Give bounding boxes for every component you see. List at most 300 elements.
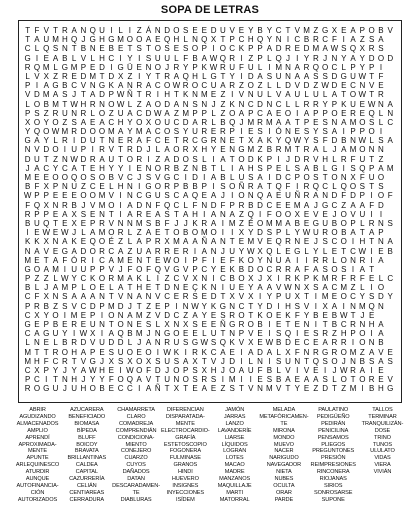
grid-letter: J <box>323 53 328 63</box>
grid-letter: I <box>268 329 271 339</box>
grid-letter: X <box>34 365 40 375</box>
grid-letter: C <box>350 292 356 302</box>
grid-letter: S <box>322 264 328 274</box>
grid-letter: R <box>331 338 338 348</box>
grid-letter: I <box>156 90 159 100</box>
grid-letter: C <box>238 35 245 45</box>
grid-letter: V <box>368 81 375 91</box>
grid-letter: W <box>246 246 255 256</box>
grid-letter: E <box>220 264 226 274</box>
grid-row <box>23 237 395 246</box>
grid-letter: Y <box>52 163 59 173</box>
grid-letter: S <box>80 209 87 219</box>
grid-letter: U <box>80 264 87 274</box>
grid-letter: Y <box>294 228 300 238</box>
grid-letter: A <box>331 301 338 311</box>
grid-letter: N <box>89 44 96 54</box>
grid-letter: R <box>61 200 68 210</box>
grid-letter: W <box>358 71 367 81</box>
grid-letter: A <box>378 320 384 329</box>
grid-letter: U <box>34 218 40 228</box>
grid-letter: A <box>368 347 375 357</box>
grid-letter: R <box>71 127 78 137</box>
grid-letter: L <box>127 237 133 247</box>
grid-letter: R <box>219 62 226 72</box>
grid-letter: C <box>24 329 31 339</box>
grid-letter: A <box>266 44 273 54</box>
grid-letter: H <box>173 35 180 45</box>
grid-letter: J <box>44 283 49 293</box>
grid-letter: Y <box>359 62 365 72</box>
grid-letter: F <box>146 365 151 375</box>
grid-letter: N <box>285 62 291 72</box>
grid-row <box>23 182 395 191</box>
grid-letter: A <box>257 182 263 192</box>
grid-letter: F <box>201 255 207 265</box>
grid-letter: R <box>164 182 170 192</box>
grid-letter: I <box>296 108 299 118</box>
grid-letter: G <box>229 320 236 329</box>
grid-letter: N <box>154 338 161 348</box>
grid-letter: T <box>118 154 124 164</box>
grid-letter: L <box>332 255 337 265</box>
grid-letter: I <box>212 44 215 54</box>
grid-letter: P <box>52 182 59 192</box>
grid-letter: E <box>275 191 282 201</box>
grid-letter: X <box>71 209 77 219</box>
grid-letter: H <box>99 163 105 173</box>
word-item: VIERA <box>374 462 391 469</box>
grid-letter: C <box>350 246 356 256</box>
grid-letter: S <box>266 375 273 385</box>
grid-letter: O <box>117 320 124 329</box>
grid-letter: I <box>240 127 243 137</box>
grid-letter: O <box>210 228 217 238</box>
grid-letter: Ñ <box>201 237 208 247</box>
grid-letter: K <box>238 255 245 265</box>
word-item: CELIÁN <box>76 482 97 489</box>
grid-letter: V <box>155 310 161 320</box>
grid-letter: K <box>313 274 319 284</box>
grid-letter: O <box>154 62 161 72</box>
grid-letter: Y <box>313 127 319 137</box>
grid-letter: B <box>71 200 77 210</box>
grid-letter: A <box>108 255 114 265</box>
grid-letter: C <box>173 117 180 127</box>
grid-letter: H <box>378 384 384 394</box>
grid-letter: P <box>248 108 254 118</box>
grid-letter: R <box>210 136 217 146</box>
grid-letter: V <box>34 71 40 81</box>
grid-letter: E <box>210 320 217 329</box>
grid-letter: G <box>43 384 50 394</box>
grid-letter: H <box>322 154 329 164</box>
grid-letter: B <box>331 218 338 228</box>
grid-letter: A <box>127 200 133 210</box>
grid-letter: C <box>387 117 394 127</box>
grid-letter: A <box>145 81 152 91</box>
grid-letter: R <box>275 145 282 155</box>
grid-letter: C <box>247 99 254 109</box>
grid-letter: R <box>201 375 208 385</box>
grid-letter: E <box>220 255 226 265</box>
grid-letter: A <box>387 99 393 109</box>
grid-letter: U <box>359 154 366 164</box>
grid-letter: R <box>201 127 208 137</box>
grid-letter: V <box>90 200 96 210</box>
grid-letter: A <box>303 200 310 210</box>
grid-letter: Q <box>284 136 292 146</box>
grid-letter: X <box>266 274 273 284</box>
grid-letter: B <box>378 338 384 348</box>
grid-letter: S <box>117 356 124 366</box>
word-item: CHAMARRETA <box>117 407 155 413</box>
grid-row <box>23 201 395 210</box>
grid-letter: N <box>350 255 356 265</box>
grid-letter: D <box>378 200 384 210</box>
grid-letter: P <box>34 209 40 219</box>
grid-letter: E <box>210 127 217 137</box>
grid-letter: F <box>34 182 40 192</box>
grid-letter: Y <box>90 375 96 385</box>
grid-letter: A <box>183 237 189 247</box>
grid-row <box>23 63 395 72</box>
grid-letter: V <box>238 338 245 348</box>
grid-row <box>23 357 395 366</box>
grid-letter: J <box>81 200 86 210</box>
grid-letter: U <box>229 283 236 293</box>
grid-letter: P <box>275 292 282 302</box>
grid-letter: O <box>154 182 161 192</box>
word-item: ISÍDEM <box>176 496 195 503</box>
grid-letter: M <box>24 255 31 265</box>
word-item: CALDEA <box>75 462 98 469</box>
grid-letter: Z <box>146 301 151 311</box>
grid-letter: J <box>285 154 290 164</box>
grid-letter: H <box>192 71 198 81</box>
grid-letter: P <box>90 347 96 357</box>
grid-letter: N <box>145 200 152 210</box>
grid-letter: V <box>387 26 393 35</box>
grid-letter: N <box>378 301 384 311</box>
grid-letter: G <box>294 246 301 256</box>
grid-letter: C <box>127 384 133 394</box>
grid-letter: D <box>331 191 338 201</box>
grid-letter: S <box>62 90 68 100</box>
grid-letter: E <box>183 283 189 293</box>
grid-letter: M <box>117 35 124 45</box>
grid-letter: X <box>173 384 180 394</box>
grid-letter: D <box>285 81 291 91</box>
grid-letter: C <box>99 255 105 265</box>
grid-letter: N <box>266 255 273 265</box>
grid-letter: P <box>173 182 180 192</box>
grid-letter: R <box>173 62 180 72</box>
grid-letter: Z <box>220 90 226 100</box>
grid-letter: E <box>201 191 207 201</box>
grid-letter: Z <box>359 347 365 357</box>
grid-letter: V <box>294 26 300 35</box>
grid-letter: Z <box>127 71 133 81</box>
grid-row <box>23 44 395 53</box>
grid-letter: T <box>155 71 161 81</box>
grid-letter: X <box>43 237 49 247</box>
grid-letter: I <box>193 246 197 256</box>
grid-letter: M <box>135 329 143 339</box>
grid-letter: B <box>108 173 114 182</box>
grid-letter: T <box>239 384 244 394</box>
grid-letter: E <box>90 62 96 72</box>
grid-letter: T <box>108 320 114 329</box>
grid-row <box>23 210 395 219</box>
grid-letter: O <box>284 209 292 219</box>
grid-letter: O <box>173 365 180 375</box>
grid-letter: M <box>266 384 273 394</box>
grid-letter: P <box>350 62 356 72</box>
grid-letter: P <box>201 44 207 54</box>
grid-letter: M <box>52 35 59 45</box>
grid-letter: X <box>210 35 217 45</box>
grid-letter: A <box>145 384 152 394</box>
grid-letter: Z <box>155 154 161 164</box>
word-item: AGUDIZANDO <box>19 413 56 420</box>
grid-letter: C <box>154 136 161 146</box>
grid-letter: S <box>387 218 393 228</box>
grid-letter: F <box>341 191 347 201</box>
grid-letter: C <box>201 81 208 91</box>
grid-letter: A <box>322 338 328 348</box>
grid-letter: O <box>238 274 245 284</box>
grid-row <box>23 191 395 200</box>
word-item <box>382 483 383 490</box>
grid-letter: H <box>99 53 105 63</box>
grid-letter: A <box>127 310 133 320</box>
grid-letter: F <box>332 35 337 45</box>
grid-letter: R <box>145 90 152 100</box>
grid-letter: A <box>285 90 291 100</box>
grid-letter: W <box>70 154 78 164</box>
grid-letter: D <box>387 53 394 63</box>
grid-letter: I <box>296 329 299 339</box>
grid-letter: P <box>201 108 207 118</box>
grid-letter: L <box>276 365 281 375</box>
grid-letter: U <box>117 108 124 118</box>
grid-letter: R <box>136 154 143 164</box>
grid-letter: A <box>117 246 124 256</box>
grid-letter: O <box>33 384 41 394</box>
grid-letter: S <box>313 283 319 293</box>
grid-letter: G <box>387 384 394 394</box>
grid-letter: O <box>98 173 106 182</box>
grid-letter: C <box>210 347 217 357</box>
grid-letter: I <box>184 347 187 357</box>
grid-letter: A <box>71 292 77 302</box>
word-item: MELADA <box>272 407 296 413</box>
grid-letter: I <box>370 255 373 265</box>
grid-letter: A <box>201 246 207 256</box>
grid-letter: A <box>43 81 49 91</box>
grid-letter: O <box>145 347 152 357</box>
word-item: GRANOS <box>173 462 198 469</box>
grid-letter: G <box>24 136 31 146</box>
grid-letter: S <box>303 127 310 137</box>
word-item: PENICILINA <box>318 427 349 434</box>
grid-letter: S <box>62 292 68 302</box>
grid-letter: O <box>33 99 41 109</box>
grid-letter: O <box>136 264 143 274</box>
grid-letter: R <box>312 99 319 109</box>
grid-letter: R <box>201 218 208 228</box>
grid-letter: H <box>34 356 40 366</box>
grid-letter: B <box>80 44 87 54</box>
grid-letter: M <box>359 301 366 311</box>
grid-letter: X <box>43 200 49 210</box>
letter-grid <box>23 26 395 394</box>
grid-letter: R <box>303 145 310 155</box>
grid-letter: M <box>52 99 59 109</box>
grid-letter: D <box>145 108 152 118</box>
grid-letter: A <box>136 136 142 146</box>
grid-letter: R <box>350 108 356 118</box>
grid-letter: Z <box>220 384 226 394</box>
grid-letter: A <box>90 90 96 100</box>
grid-letter: S <box>313 71 319 81</box>
grid-letter: W <box>172 81 181 91</box>
grid-letter: A <box>117 127 124 137</box>
grid-letter: E <box>294 127 300 137</box>
grid-letter: P <box>368 62 375 72</box>
grid-letter: V <box>183 274 189 284</box>
grid-letter: I <box>119 209 122 219</box>
grid-letter: E <box>155 301 161 311</box>
grid-letter: E <box>331 292 338 302</box>
grid-letter: Z <box>257 81 263 91</box>
grid-letter: I <box>314 301 317 311</box>
grid-letter: W <box>358 136 367 146</box>
grid-letter: Ñ <box>127 90 133 100</box>
word-item: PRESIÓN <box>320 455 346 462</box>
grid-letter: I <box>342 127 345 137</box>
grid-letter: T <box>369 182 375 192</box>
grid-letter: K <box>266 136 273 146</box>
grid-letter: G <box>340 71 347 81</box>
grid-letter: A <box>266 283 273 293</box>
word-column <box>161 407 210 511</box>
grid-letter: I <box>231 90 234 100</box>
grid-letter: R <box>89 99 96 109</box>
grid-letter: A <box>359 365 365 375</box>
grid-letter: S <box>71 117 77 127</box>
grid-letter: S <box>313 329 319 339</box>
grid-letter: T <box>350 375 356 385</box>
grid-letter: B <box>43 301 49 311</box>
puzzle-title: SOPA DE LETRAS <box>160 4 260 16</box>
grid-letter: R <box>182 136 189 146</box>
grid-letter: A <box>145 246 152 256</box>
grid-letter: F <box>239 62 244 72</box>
grid-letter: P <box>108 90 114 100</box>
grid-letter: E <box>248 127 254 137</box>
word-item: DAÑADOS <box>122 469 150 476</box>
grid-letter: A <box>192 117 198 127</box>
grid-letter: Y <box>62 329 68 339</box>
grid-letter: E <box>71 191 77 201</box>
grid-letter: R <box>275 264 282 274</box>
grid-letter: M <box>135 218 143 228</box>
grid-letter: T <box>62 99 68 109</box>
grid-letter: I <box>370 283 373 293</box>
grid-letter: D <box>210 292 217 302</box>
grid-letter: E <box>285 246 291 256</box>
grid-letter: L <box>378 108 384 118</box>
grid-letter: S <box>322 356 328 366</box>
grid-letter: F <box>183 53 189 63</box>
grid-letter: R <box>182 81 189 91</box>
grid-letter: F <box>350 154 356 164</box>
word-item: BENEFICIADO <box>68 413 106 420</box>
grid-letter: Y <box>127 53 133 63</box>
grid-letter: I <box>100 329 104 339</box>
grid-letter: I <box>277 301 280 311</box>
grid-letter: X <box>238 228 245 238</box>
grid-letter: T <box>25 35 31 45</box>
grid-letter: M <box>266 218 273 228</box>
grid-letter: D <box>99 90 105 100</box>
grid-letter: Y <box>248 283 254 293</box>
grid-letter: P <box>350 218 356 228</box>
grid-letter: U <box>257 90 263 100</box>
grid-letter: O <box>108 200 115 210</box>
grid-letter: O <box>359 329 366 339</box>
grid-letter: B <box>313 310 319 320</box>
grid-letter: U <box>71 384 78 394</box>
grid-letter: U <box>247 62 254 72</box>
grid-letter: A <box>164 154 170 164</box>
grid-letter: R <box>229 310 236 320</box>
grid-letter: O <box>154 117 161 127</box>
grid-letter: B <box>275 375 282 385</box>
grid-letter: I <box>240 375 243 385</box>
word-item: CERRADURA <box>69 496 105 503</box>
grid-letter: H <box>368 320 375 329</box>
grid-row <box>23 320 395 329</box>
grid-letter: I <box>212 154 215 164</box>
grid-letter: R <box>80 255 87 265</box>
grid-letter: A <box>266 347 273 357</box>
grid-letter: T <box>369 71 375 81</box>
word-item: RIOJANAS <box>319 476 347 483</box>
grid-letter: A <box>294 264 300 274</box>
grid-letter: C <box>201 264 208 274</box>
grid-letter: C <box>340 320 347 329</box>
grid-letter: W <box>154 108 162 118</box>
grid-letter: A <box>90 228 96 238</box>
grid-letter: U <box>229 246 236 256</box>
grid-letter: L <box>174 53 179 63</box>
grid-letter: L <box>369 136 374 146</box>
word-item: LAVANDERÍE <box>217 427 252 434</box>
grid-letter: C <box>173 200 180 210</box>
grid-letter: N <box>340 173 347 182</box>
grid-letter: L <box>332 154 337 164</box>
grid-letter: H <box>247 35 254 45</box>
grid-letter: N <box>219 136 226 146</box>
grid-letter: A <box>257 71 263 81</box>
grid-letter: A <box>164 108 170 118</box>
grid-letter: Z <box>43 274 49 284</box>
grid-letter: R <box>34 301 40 311</box>
grid-letter: A <box>62 237 68 247</box>
